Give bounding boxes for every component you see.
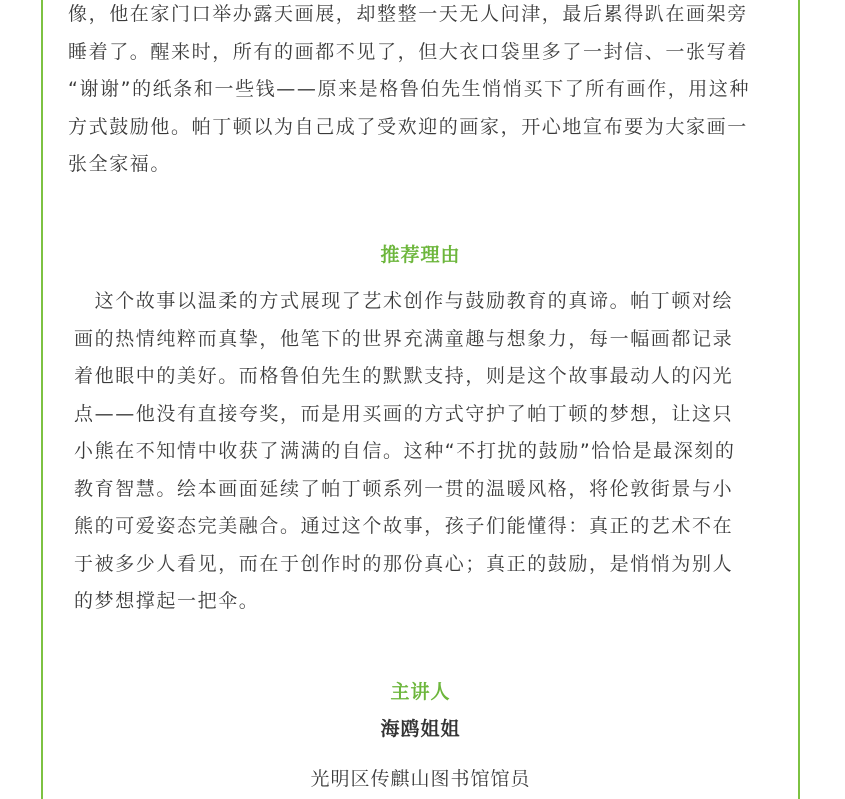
story-line: 张全家福。 bbox=[68, 153, 172, 175]
recommendation-paragraph bbox=[74, 283, 774, 621]
recommendation-line: 的梦想撑起一把伞。 bbox=[74, 590, 260, 612]
recommendation-heading: 推荐理由 bbox=[380, 244, 461, 266]
recommendation-line: 着他眼中的美好。而格鲁伯先生的默默支持，则是这个故事最动人的闪光 bbox=[74, 365, 734, 387]
recommendation-line: 小熊在不知情中收获了满满的自信。这种“不打扰的鼓励”恰恰是最深刻的 bbox=[74, 440, 736, 462]
story-line: 睡着了。醒来时，所有的画都不见了，但大衣口袋里多了一封信、一张写着 bbox=[68, 40, 748, 63]
speaker-title: 光明区传麒山图书馆馆员 bbox=[310, 768, 531, 790]
story-line: 方式鼓励他。帕丁顿以为自己成了受欢迎的画家，开心地宣布要为大家画一 bbox=[68, 115, 748, 138]
speaker-heading: 主讲人 bbox=[390, 681, 451, 703]
recommendation-line: 这个故事以温柔的方式展现了艺术创作与鼓励教育的真谛。帕丁顿对绘 bbox=[74, 290, 734, 312]
recommendation-line: 于被多少人看见，而在于创作时的那份真心；真正的鼓励，是悄悄为别人 bbox=[74, 552, 734, 575]
recommendation-line: 教育智慧。绘本画面延续了帕丁顿系列一贯的温暖风格，将伦敦街景与小 bbox=[74, 477, 734, 500]
story-line: “谢谢”的纸条和一些钱——原来是格鲁伯先生悄悄买下了所有画作，用这种 bbox=[68, 78, 751, 100]
recommendation-line: 画的热情纯粹而真挚，他笔下的世界充满童趣与想象力，每一幅画都记录 bbox=[74, 327, 734, 350]
story-line: 像，他在家门口举办露天画展，却整整一天无人问津，最后累得趴在画架旁 bbox=[68, 3, 748, 25]
recommendation-line: 熊的可爱姿态完美融合。通过这个故事，孩子们能懂得：真正的艺术不在 bbox=[74, 515, 734, 537]
article-frame bbox=[41, 0, 800, 799]
speaker-name: 海鸥姐姐 bbox=[380, 718, 461, 740]
story-paragraph bbox=[68, 0, 774, 184]
recommendation-line: 点——他没有直接夸奖，而是用买画的方式守护了帕丁顿的梦想，让这只 bbox=[74, 402, 734, 425]
